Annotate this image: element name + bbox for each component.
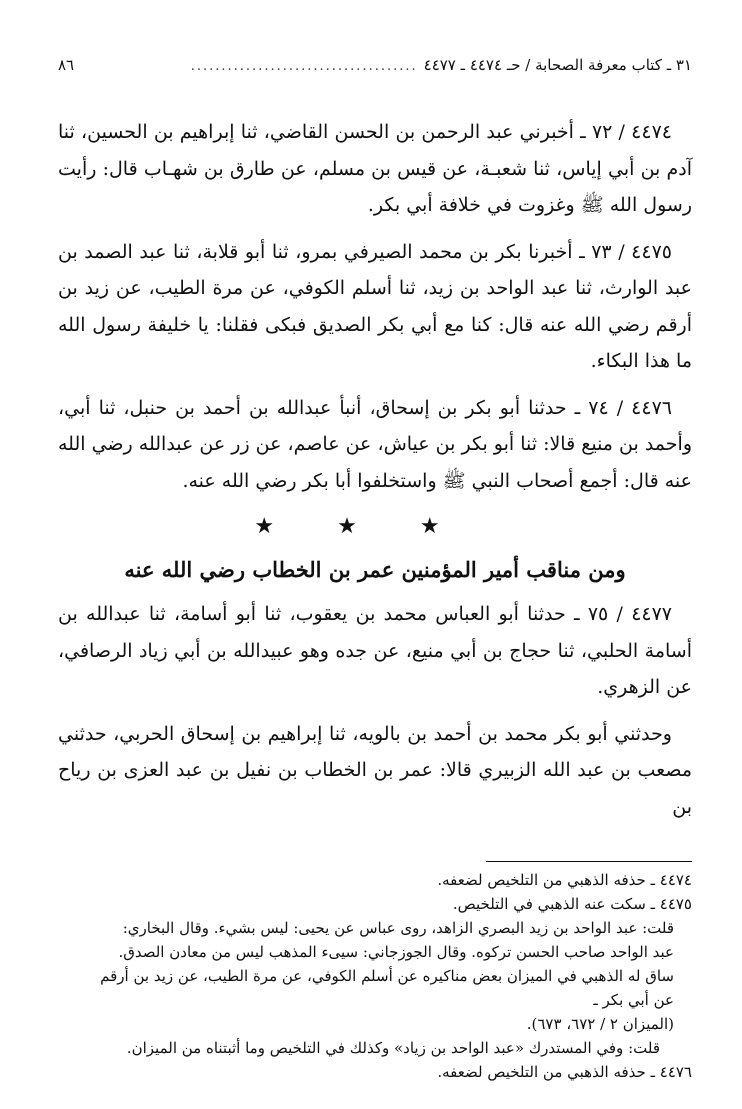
footnotes	[58, 868, 692, 1084]
running-title-group	[191, 56, 692, 74]
footnote-4475-line4: عن أبي بكر ـ	[593, 991, 674, 1009]
footnote-4475: ٤٤٧٥ ـ سكت عنه الذهبي في التلخيص.	[452, 895, 692, 913]
section-title: ومن مناقب أمير المؤمنين عمر بن الخطاب رضي الله عنه	[124, 556, 626, 582]
page-number: ٨٦	[58, 56, 75, 74]
footnote-divider	[486, 861, 692, 862]
leader-dots: .....................................	[190, 59, 418, 74]
footnote-4474: ٤٤٧٤ ـ حذفه الذهبي من التلخيص لضعفه.	[437, 871, 692, 889]
footnote-4476: ٤٤٧٦ ـ حذفه الذهبي من التلخيص لضعفه.	[437, 1063, 692, 1081]
footnote-4475-line2: عبد الواحد صاحب الحسن تركوه. وقال الجوزجاني: سيىء المذهب ليس من معادن الصدق.	[118, 943, 674, 961]
hadith-4477: ٤٤٧٧ / ٧٥ ـ حدثنا أبو العباس محمد بن يعقوب، ثنا أبو أسامة، ثنا عبدالله بن أسامة الحلبي، ثنا حجاج بن أبي منيع، عن جده وهو عبيدالله بن أبي زياد الرصافي، عن الزهري.	[58, 603, 692, 698]
footnote-4475-line3: ساق له الذهبي في الميزان بعض مناكيره عن أسلم الكوفي، عن مرة الطيب، عن زيد بن أرقم	[100, 967, 674, 985]
footnote-4475-line6: قلت: وفي المستدرك «عبد الواحد بن زياد» وكذلك في التلخيص وما أثبتناه من الميزان.	[126, 1039, 660, 1057]
page	[58, 56, 692, 1084]
footnote-4475-line5: (الميزان ٢ / ٦٧٢، ٦٧٣).	[526, 1015, 674, 1033]
main-text	[58, 114, 692, 825]
hadith-4477-continued: وحدثني أبو بكر محمد بن أحمد بن بالويه، ثنا إبراهيم بن إسحاق الحربي، حدثني مصعب بن عبد الله الزبيري قالا: عمر بن الخطاب بن نفيل بن عبد العزى بن رياح بن	[58, 722, 692, 818]
running-header	[58, 56, 692, 80]
hadith-4474: ٤٤٧٤ / ٧٢ ـ أخبرني عبد الرحمن بن الحسن القاضي، ثنا إبراهيم بن الحسين، ثنا آدم بن أبي إياس، ثنا شعبـة، عن قيس بن مسلم، عن طارق بن شهـاب قال: رأيت رسول الله ﷺ وغزوت في خلافة أبي بكر.	[58, 121, 692, 216]
running-title: ٣١ ـ كتاب معرفة الصحابة / حـ ٤٤٧٤ ـ ٤٤٧٧	[423, 56, 692, 74]
footnote-4475-line1: قلت: عبد الواحد بن زيد البصري الزاهد، روى عباس عن يحيى: ليس بشيء. وقال البخاري:	[122, 919, 674, 937]
hadith-4475: ٤٤٧٥ / ٧٣ ـ أخبرنا بكر بن محمد الصيرفي بمرو، ثنا أبو قلابة، ثنا عبد الصمد بن عبد الوارث، ثنا عبد الواحد بن زيد، ثنا أسلم الكوفي، عن مرة الطيب، عن زيد بن أرقم رضي الله عنه قال: كنا مع أبي بكر الصديق فبكى فقلنا: يا خليفة رسول الله ما هذا البكاء.	[58, 240, 692, 372]
hadith-4476: ٤٤٧٦ / ٧٤ ـ حدثنا أبو بكر بن إسحاق، أنبأ عبدالله بن أحمد بن حنبل، ثنا أبي، وأحمد بن منيع قالا: ثنا أبو بكر بن عياش، عن عاصم، عن زر عن عبدالله رضي الله عنه قال: أجمع أصحاب النبي ﷺ واستخلفوا أبا بكر رضي الله عنه.	[58, 396, 692, 492]
section-separator-stars: ★ ★ ★	[254, 514, 468, 539]
footnote-rule-wrap	[58, 835, 692, 868]
